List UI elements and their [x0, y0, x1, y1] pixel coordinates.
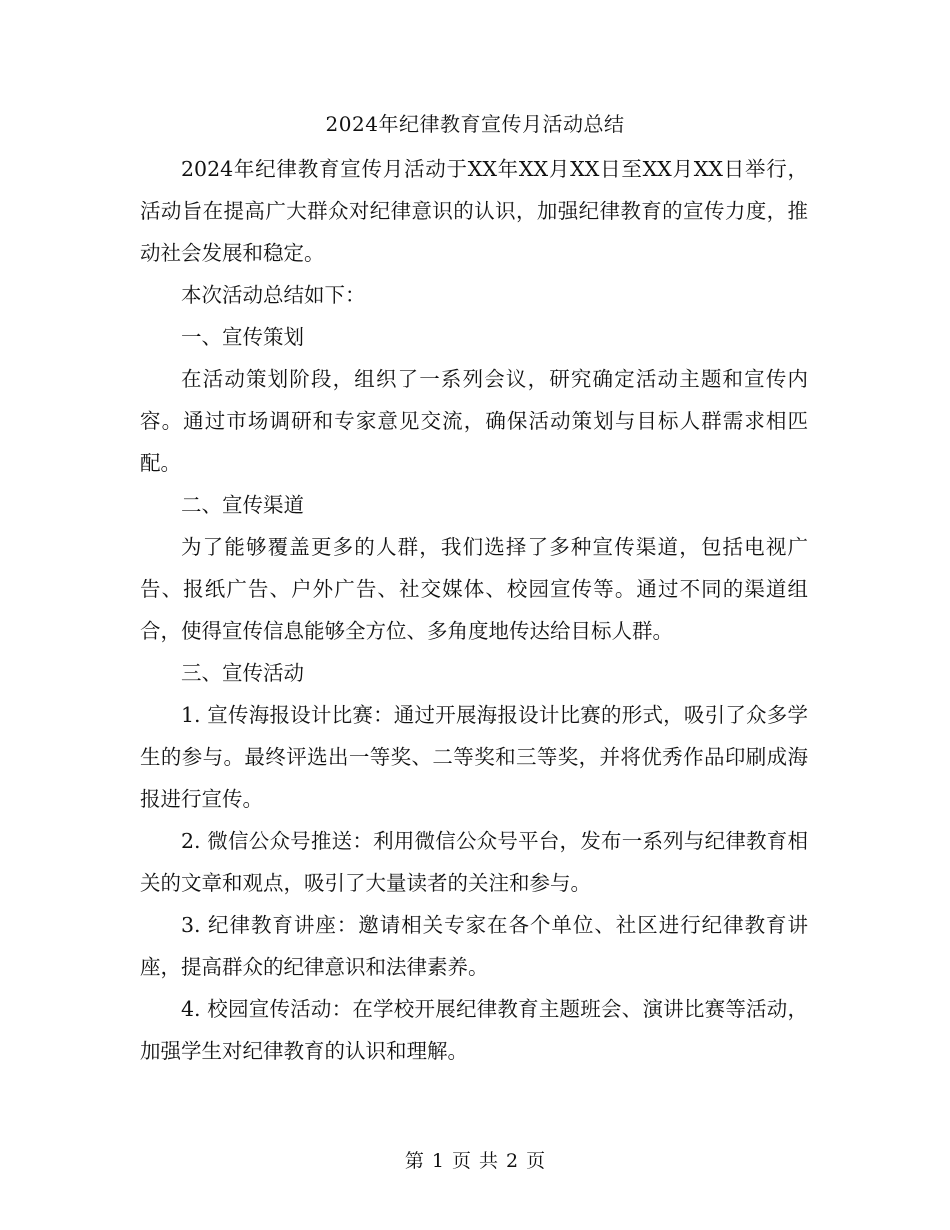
document-title: 2024年纪律教育宣传月活动总结 — [325, 112, 625, 136]
activity-item-poster: 1. 宣传海报设计比赛：通过开展海报设计比赛的形式，吸引了众多学生的参与。最终评选出一等奖、二等奖和三等奖，并将优秀作品印刷成海报进行宣传。 — [140, 703, 808, 811]
section-heading-channels: 二、宣传渠道 — [181, 493, 304, 517]
section-heading-planning: 一、宣传策划 — [181, 325, 304, 349]
planning-paragraph: 在活动策划阶段，组织了一系列会议，研究确定活动主题和宣传内容。通过市场调研和专家意见交流，确保活动策划与目标人群需求相匹配。 — [140, 367, 808, 475]
channels-paragraph: 为了能够覆盖更多的人群，我们选择了多种宣传渠道，包括电视广告、报纸广告、户外广告、社交媒体、校园宣传等。通过不同的渠道组合，使得宣传信息能够全方位、多角度地传达给目标人群。 — [140, 535, 808, 643]
section-heading-activities: 三、宣传活动 — [181, 661, 304, 685]
activity-item-campus: 4. 校园宣传活动：在学校开展纪律教育主题班会、演讲比赛等活动，加强学生对纪律教育的认识和理解。 — [140, 997, 808, 1063]
page-number-footer: 第 1 页 共 2 页 — [404, 1150, 546, 1172]
document-body — [140, 148, 808, 1072]
summary-intro: 本次活动总结如下： — [181, 283, 366, 307]
activity-item-wechat: 2. 微信公众号推送：利用微信公众号平台，发布一系列与纪律教育相关的文章和观点，吸引了大量读者的关注和参与。 — [140, 829, 808, 895]
activity-item-lecture: 3. 纪律教育讲座：邀请相关专家在各个单位、社区进行纪律教育讲座，提高群众的纪律意识和法律素养。 — [140, 913, 808, 979]
intro-paragraph: 2024年纪律教育宣传月活动于XX年XX月XX日至XX月XX日举行，活动旨在提高广大群众对纪律意识的认识，加强纪律教育的宣传力度，推动社会发展和稳定。 — [140, 157, 808, 265]
